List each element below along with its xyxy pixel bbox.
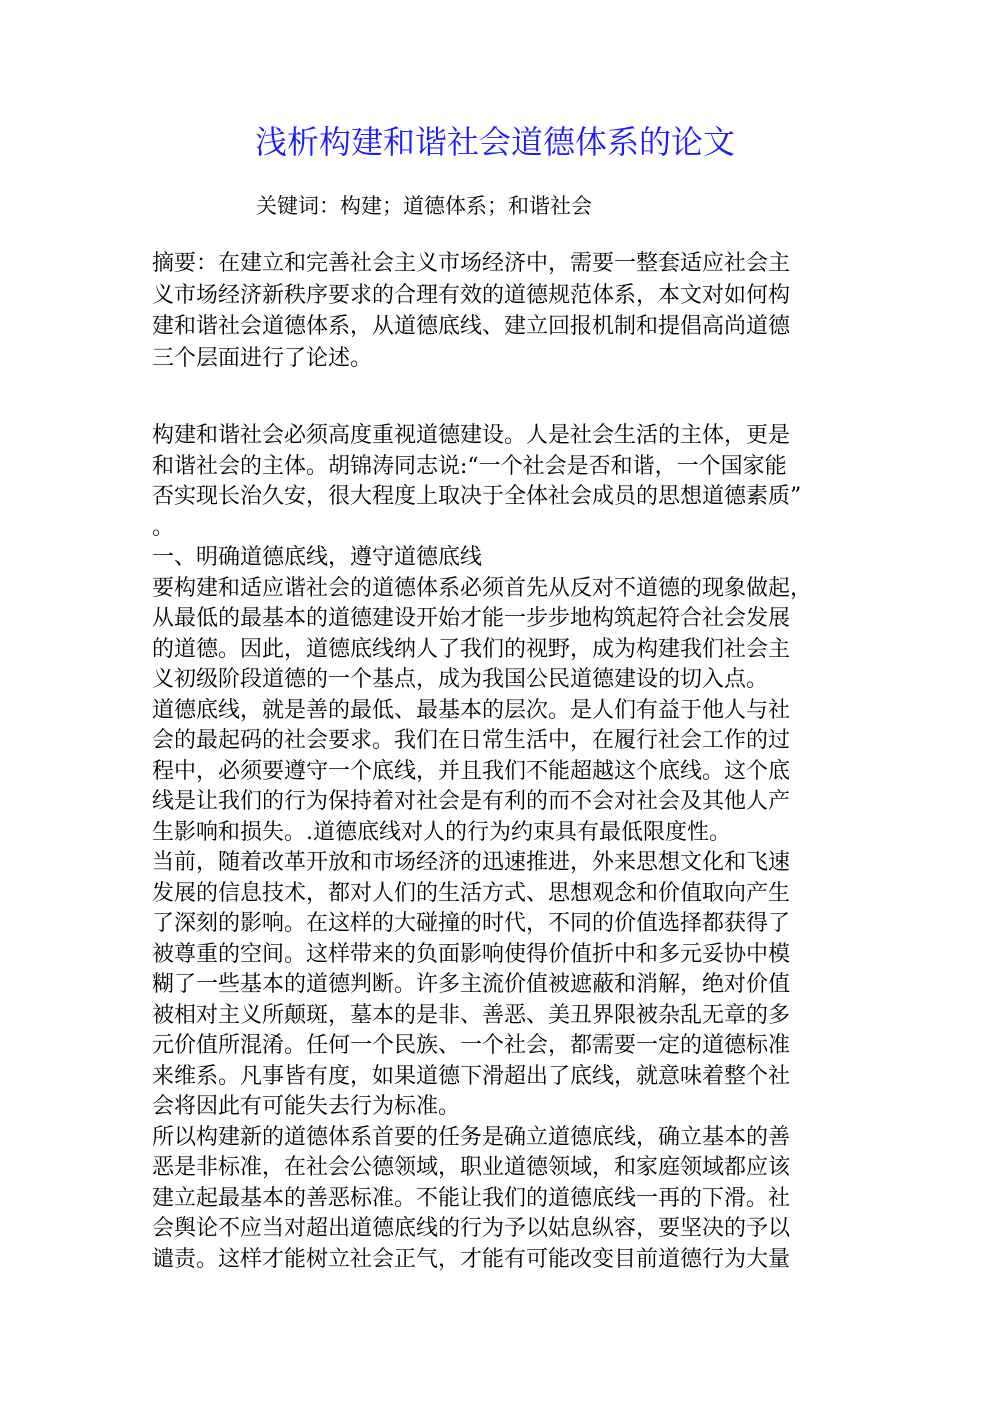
paragraph-line: 发展的信息技术，都对人们的生活方式、思想观念和价值取向产生 bbox=[152, 880, 791, 906]
paragraph-line: 的道德。因此，道德底线纳人了我们的视野，成为构建我们社会主 bbox=[152, 636, 791, 662]
body-text bbox=[152, 421, 842, 1275]
paragraph-line: 生影响和损失。.道德底线对人的行为约束具有最低限度性。 bbox=[152, 819, 731, 845]
paragraph-line: 了深刻的影响。在这样的大碰撞的时代，不同的价值选择都获得了 bbox=[152, 911, 791, 936]
paragraph-line: 会将因此有可能失去行为标准。 bbox=[152, 1094, 461, 1119]
paragraph-line: 建立起最基本的善恶标准。不能让我们的道德底线一再的下滑。社 bbox=[152, 1185, 791, 1211]
paragraph-line: 当前，随着改革开放和市场经济的迅速推进，外来思想文化和飞速 bbox=[152, 850, 791, 875]
paragraph-line: 元价值所混淆。任何一个民族、一个社会，都需要一定的道德标准 bbox=[152, 1033, 791, 1058]
paragraph-line: 糊了一些基本的道德判断。许多主流价值被遮蔽和消解，绝对价值 bbox=[152, 972, 791, 997]
keywords-line: 关键词：构建；道德体系；和谐社会 bbox=[256, 194, 592, 218]
paragraph-line: 道德底线，就是善的最低、最基本的层次。是人们有益于他人与社 bbox=[152, 697, 791, 723]
paragraph-line: 要构建和适应谐社会的道德体系必须首先从反对不道德的现象做起， bbox=[152, 575, 813, 601]
paragraph-line: 被相对主义所颠斑，墓本的是非、善恶、美丑界限被杂乱无章的多 bbox=[152, 1002, 791, 1028]
abstract-line: 建和谐社会道德体系，从道德底线、建立回报机制和提倡高尚道德 bbox=[152, 314, 791, 340]
document-title: 浅析构建和谐社会道德体系的论文 bbox=[254, 123, 735, 161]
paragraph-line: 和谐社会的主体。胡锦涛同志说:“一个社会是否和谐，一个国家能 bbox=[152, 453, 787, 479]
abstract-line: 义市场经济新秩序要求的合理有效的道德规范体系，本文对如何构 bbox=[152, 282, 791, 308]
paragraph-line: 来维系。凡事皆有度，如果道德下滑超出了底线，就意味着整个社 bbox=[152, 1063, 791, 1089]
paragraph-line: 谴责。这样才能树立社会正气，才能有可能改变目前道德行为大量 bbox=[152, 1246, 791, 1272]
paragraph-line: 程中，必须要遵守一个底线，并且我们不能超越这个底线。这个底 bbox=[152, 758, 791, 784]
paragraph-line: 恶是非标准，在社会公德领域，职业道德领域，和家庭领域都应该 bbox=[152, 1155, 791, 1180]
paragraph-line: 从最低的最基本的道德建设开始才能一步步地构筑起符合社会发展 bbox=[152, 606, 791, 631]
paragraph-line: 一、明确道德底线，遵守道德底线 bbox=[152, 545, 483, 570]
paragraph-line: 线是让我们的行为保持着对社会是有利的而不会对社会及其他人产 bbox=[152, 789, 791, 814]
abstract-line: 摘要：在建立和完善社会主义市场经济中，需要一整套适应社会主 bbox=[152, 251, 791, 276]
abstract-block bbox=[152, 248, 842, 374]
paragraph-line: 会的最起码的社会要求。我们在日常生活中，在履行社会工作的过 bbox=[152, 728, 791, 753]
paragraph-line: 义初级阶段道德的一个基点，成为我国公民道德建设的切入点。 bbox=[152, 667, 769, 692]
paragraph-line: 。 bbox=[152, 514, 175, 540]
paragraph-line: 被尊重的空间。这样带来的负面影响使得价值折中和多元妥协中模 bbox=[152, 941, 791, 967]
paragraph-line: 所以构建新的道德体系首要的任务是确立道德底线，确立基本的善 bbox=[152, 1124, 791, 1150]
paragraph-line: 会舆论不应当对超出道德底线的行为予以姑息纵容，要坚决的予以 bbox=[152, 1216, 791, 1241]
paragraph-line: 构建和谐社会必须高度重视道德建设。人是社会生活的主体，更是 bbox=[152, 423, 791, 448]
abstract-line: 三个层面进行了论述。 bbox=[152, 345, 373, 371]
paragraph-line: 否实现长治久安，很大程度上取决于全体社会成员的思想道德素质” bbox=[152, 484, 802, 509]
